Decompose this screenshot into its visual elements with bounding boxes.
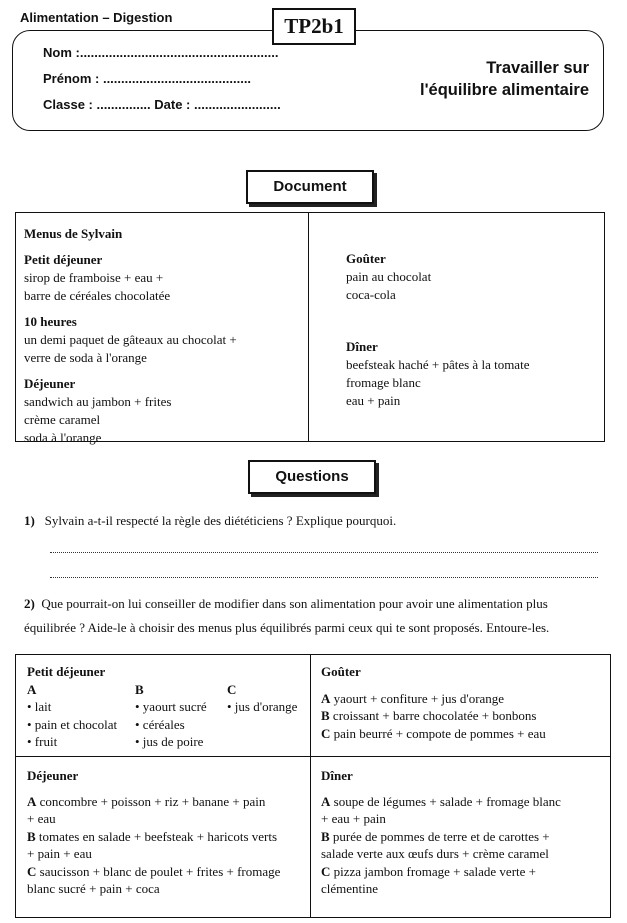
option-text: purée de pommes de terre et de carottes + bbox=[329, 828, 550, 844]
option-label: C bbox=[227, 681, 237, 697]
option-letter: B bbox=[321, 708, 330, 723]
option-letter: A bbox=[321, 690, 331, 706]
worksheet-title-line2: l'équilibre alimentaire bbox=[420, 81, 589, 99]
prenom-field[interactable]: Prénom : ......................................... bbox=[43, 71, 252, 86]
menu-line: verre de soda à l'orange bbox=[24, 350, 147, 365]
menu-line: soda à l'orange bbox=[24, 430, 102, 445]
choice-diner bbox=[311, 761, 607, 904]
menu-gouter-label: Goûter bbox=[346, 251, 386, 266]
option-letter: C bbox=[321, 863, 331, 879]
nom-field[interactable]: Nom :....................................................... bbox=[43, 45, 279, 60]
option-b[interactable] bbox=[321, 828, 597, 846]
questions-heading: Questions bbox=[248, 460, 376, 494]
choice-title: Petit déjeuner bbox=[27, 664, 106, 679]
option-a[interactable] bbox=[321, 690, 597, 708]
option-c[interactable] bbox=[321, 725, 597, 743]
option-letter: C bbox=[27, 863, 37, 879]
option-label: A bbox=[27, 681, 37, 697]
subject-label: Alimentation – Digestion bbox=[20, 10, 173, 25]
question-text: Que pourrait-on lui conseiller de modifier dans son alimentation pour avoir une alimentation plus bbox=[41, 596, 548, 611]
option-line bbox=[321, 810, 597, 828]
option-line bbox=[321, 880, 597, 898]
option-text: + eau bbox=[27, 811, 56, 826]
option-item: • yaourt sucré bbox=[135, 699, 207, 714]
option-b[interactable] bbox=[27, 828, 299, 846]
question-text: Sylvain a-t-il respecté la règle des diététiciens ? Explique pourquoi. bbox=[44, 513, 397, 528]
menu-10h-label: 10 heures bbox=[24, 314, 77, 329]
option-b[interactable] bbox=[321, 707, 597, 725]
option-letter: B bbox=[321, 828, 330, 844]
menu-line: crème caramel bbox=[24, 412, 101, 427]
option-item: • jus d'orange bbox=[227, 699, 298, 714]
option-text: pizza jambon fromage + salade verte + bbox=[330, 863, 536, 879]
question-number: 2) bbox=[24, 596, 35, 611]
document-heading: Document bbox=[246, 170, 374, 204]
option-label: B bbox=[135, 681, 144, 697]
option-item: • céréales bbox=[135, 716, 185, 732]
menu-line: coca-cola bbox=[346, 287, 396, 302]
option-text: concombre + poisson + riz + banane + pain bbox=[36, 793, 266, 809]
option-item: • pain et chocolat bbox=[27, 716, 118, 732]
document-right-column bbox=[346, 250, 596, 410]
option-line bbox=[321, 845, 597, 863]
worksheet-code: TP2b1 bbox=[272, 8, 356, 45]
option-line bbox=[27, 845, 299, 863]
choice-gouter bbox=[311, 657, 607, 748]
option-line bbox=[27, 810, 299, 828]
option-text: yaourt + confiture + jus d'orange bbox=[330, 690, 505, 706]
choice-title: Goûter bbox=[321, 664, 361, 679]
menu-line: beefsteak haché + pâtes à la tomate bbox=[346, 357, 530, 372]
option-text: tomates en salade + beefsteak + haricots verts bbox=[35, 828, 278, 844]
choice-petit-dejeuner bbox=[17, 657, 309, 767]
menu-line: un demi paquet de gâteaux au chocolat + bbox=[24, 332, 237, 347]
option-c[interactable] bbox=[227, 681, 312, 716]
option-c[interactable] bbox=[321, 863, 597, 881]
menu-line: sandwich au jambon + frites bbox=[24, 394, 172, 409]
option-a[interactable] bbox=[27, 793, 299, 811]
option-item: • fruit bbox=[27, 734, 58, 749]
question-number: 1) bbox=[24, 513, 35, 528]
question-text: équilibrée ? Aide-le à choisir des menus plus équilibrés parmi ceux qui te sont proposés. Entoure-les. bbox=[24, 620, 550, 635]
option-item: • jus de poire bbox=[135, 734, 204, 749]
answer-line[interactable] bbox=[50, 576, 598, 578]
option-text: pain beurré + compote de pommes + eau bbox=[330, 725, 546, 741]
option-text: salade verte aux œufs durs + crème caramel bbox=[321, 846, 549, 861]
menus-title: Menus de Sylvain bbox=[24, 226, 123, 241]
document-divider bbox=[308, 212, 309, 442]
option-line bbox=[27, 880, 299, 898]
option-text: + eau + pain bbox=[321, 811, 386, 826]
option-item: • lait bbox=[27, 699, 52, 714]
option-text: soupe de légumes + salade + fromage blanc bbox=[330, 793, 561, 809]
option-text: saucisson + blanc de poulet + frites + fromage bbox=[36, 863, 281, 879]
option-text: blanc sucré + pain + coca bbox=[27, 881, 160, 896]
student-info-box bbox=[12, 30, 604, 131]
worksheet-title-line1: Travailler sur bbox=[486, 59, 589, 77]
menu-diner-label: Dîner bbox=[346, 339, 378, 354]
option-b[interactable] bbox=[135, 681, 230, 751]
option-text: croissant + barre chocolatée + bonbons bbox=[329, 708, 537, 723]
classe-date-field[interactable]: Classe : ............... Date : ........................ bbox=[43, 97, 281, 112]
answer-line[interactable] bbox=[50, 551, 598, 553]
choice-title: Dîner bbox=[321, 768, 353, 783]
option-letter: A bbox=[321, 793, 331, 809]
question-1 bbox=[24, 511, 396, 531]
choice-dejeuner bbox=[17, 761, 309, 904]
menu-dejeuner-label: Déjeuner bbox=[24, 376, 76, 391]
choice-title: Déjeuner bbox=[27, 768, 79, 783]
menu-line: fromage blanc bbox=[346, 375, 421, 390]
option-text: clémentine bbox=[321, 881, 379, 896]
option-letter: B bbox=[27, 828, 36, 844]
option-text: + pain + eau bbox=[27, 846, 92, 861]
menu-line: eau + pain bbox=[346, 393, 401, 408]
document-left-column bbox=[24, 225, 304, 447]
option-letter: A bbox=[27, 793, 37, 809]
menu-petit-dejeuner-label: Petit déjeuner bbox=[24, 252, 103, 267]
option-a[interactable] bbox=[27, 681, 137, 751]
menu-line: barre de céréales chocolatée bbox=[24, 288, 171, 303]
menu-line: sirop de framboise + eau + bbox=[24, 270, 164, 285]
option-c[interactable] bbox=[27, 863, 299, 881]
option-letter: C bbox=[321, 725, 331, 741]
option-a[interactable] bbox=[321, 793, 597, 811]
question-2 bbox=[24, 594, 620, 638]
menu-line: pain au chocolat bbox=[346, 269, 432, 284]
